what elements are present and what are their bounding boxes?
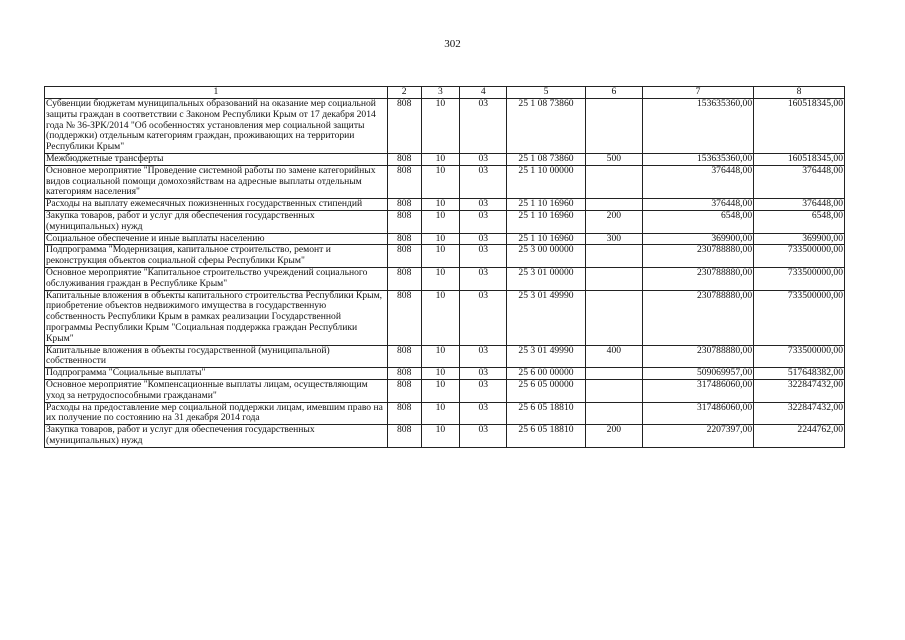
table-row [45,233,845,245]
code-expense-type: 500 [585,153,642,165]
amount-year-2: 733500000,00 [754,245,845,268]
header-row [45,87,845,99]
amount-year-2: 733500000,00 [754,290,845,345]
code-expense-type [585,245,642,268]
code-admin: 808 [387,425,421,448]
code-expense-type [585,290,642,345]
column-header: 1 [45,87,388,99]
code-target-article: 25 3 01 00000 [507,267,586,290]
amount-year-1: 369900,00 [642,233,753,245]
code-expense-type [585,368,642,380]
amount-year-2: 322847432,00 [754,402,845,425]
amount-year-1: 6548,00 [642,210,753,233]
code-subsection: 03 [460,267,507,290]
amount-year-1: 230788880,00 [642,267,753,290]
amount-year-1: 2207397,00 [642,425,753,448]
budget-table [44,86,845,448]
code-admin: 808 [387,368,421,380]
row-description: Субвенции бюджетам муниципальных образований на оказание мер социальной защиты граждан в соответствии с Законом Республики Крым от 17 декабря 2014 года № 36-ЗРК/2014 "Об особенностях установления мер социальной защиты (поддержки) отдельным категориям граждан, проживающих на территории Республики Крым" [45,99,388,154]
amount-year-1: 230788880,00 [642,290,753,345]
code-subsection: 03 [460,425,507,448]
column-header: 4 [460,87,507,99]
code-subsection: 03 [460,290,507,345]
code-target-article: 25 1 10 16960 [507,233,586,245]
code-expense-type: 400 [585,345,642,368]
column-header: 7 [642,87,753,99]
code-subsection: 03 [460,345,507,368]
code-section: 10 [421,233,460,245]
amount-year-2: 376448,00 [754,165,845,198]
row-description: Расходы на предоставление мер социальной поддержки лицам, имевшим право на их получение по состоянию на 31 декабря 2014 года [45,402,388,425]
code-section: 10 [421,199,460,211]
code-subsection: 03 [460,368,507,380]
amount-year-1: 153635360,00 [642,153,753,165]
code-target-article: 25 1 10 16960 [507,199,586,211]
code-admin: 808 [387,210,421,233]
code-admin: 808 [387,245,421,268]
code-expense-type [585,402,642,425]
table-row [45,425,845,448]
code-expense-type [585,379,642,402]
table-row [45,199,845,211]
code-target-article: 25 1 08 73860 [507,99,586,154]
code-subsection: 03 [460,165,507,198]
amount-year-2: 517648382,00 [754,368,845,380]
code-section: 10 [421,245,460,268]
code-target-article: 25 3 01 49990 [507,290,586,345]
row-description: Межбюджетные трансферты [45,153,388,165]
amount-year-2: 6548,00 [754,210,845,233]
code-admin: 808 [387,379,421,402]
table-row [45,267,845,290]
row-description: Основное мероприятие "Капитальное строительство учреждений социального обслуживания граждан в Республике Крым" [45,267,388,290]
code-expense-type [585,99,642,154]
row-description: Капитальные вложения в объекты капитального строительства Республики Крым, приобретение объектов недвижимого имущества в государственную собственность Республики Крым в рамках реализации Государственной программы Республики Крым "Социальная поддержка граждан Республики Крым" [45,290,388,345]
code-subsection: 03 [460,199,507,211]
amount-year-2: 733500000,00 [754,267,845,290]
table-row [45,379,845,402]
amount-year-2: 160518345,00 [754,99,845,154]
code-section: 10 [421,153,460,165]
code-expense-type: 200 [585,425,642,448]
row-description: Закупка товаров, работ и услуг для обеспечения государственных (муниципальных) нужд [45,425,388,448]
amount-year-2: 733500000,00 [754,345,845,368]
amount-year-2: 376448,00 [754,199,845,211]
amount-year-1: 153635360,00 [642,99,753,154]
code-section: 10 [421,425,460,448]
code-subsection: 03 [460,99,507,154]
code-section: 10 [421,165,460,198]
page-number: 302 [444,38,461,50]
code-section: 10 [421,267,460,290]
code-expense-type: 200 [585,210,642,233]
code-target-article: 25 1 08 73860 [507,153,586,165]
row-description: Социальное обеспечение и иные выплаты населению [45,233,388,245]
code-section: 10 [421,402,460,425]
code-subsection: 03 [460,210,507,233]
code-expense-type [585,165,642,198]
code-subsection: 03 [460,245,507,268]
amount-year-1: 376448,00 [642,199,753,211]
table-row [45,290,845,345]
table-row [45,99,845,154]
code-section: 10 [421,379,460,402]
code-admin: 808 [387,402,421,425]
column-header: 3 [421,87,460,99]
code-expense-type: 300 [585,233,642,245]
code-target-article: 25 1 10 00000 [507,165,586,198]
code-subsection: 03 [460,379,507,402]
code-admin: 808 [387,345,421,368]
amount-year-1: 230788880,00 [642,345,753,368]
code-admin: 808 [387,267,421,290]
code-expense-type [585,267,642,290]
code-section: 10 [421,210,460,233]
code-section: 10 [421,345,460,368]
row-description: Закупка товаров, работ и услуг для обеспечения государственных (муниципальных) нужд [45,210,388,233]
row-description: Расходы на выплату ежемесячных пожизненных государственных стипендий [45,199,388,211]
code-admin: 808 [387,233,421,245]
code-expense-type [585,199,642,211]
amount-year-1: 230788880,00 [642,245,753,268]
table-row [45,368,845,380]
amount-year-1: 317486060,00 [642,379,753,402]
amount-year-2: 369900,00 [754,233,845,245]
code-admin: 808 [387,99,421,154]
code-target-article: 25 1 10 16960 [507,210,586,233]
code-target-article: 25 3 01 49990 [507,345,586,368]
table-row [45,153,845,165]
column-header: 2 [387,87,421,99]
amount-year-1: 509069957,00 [642,368,753,380]
amount-year-2: 2244762,00 [754,425,845,448]
code-target-article: 25 6 05 18810 [507,425,586,448]
row-description: Подпрограмма "Социальные выплаты" [45,368,388,380]
code-target-article: 25 6 05 18810 [507,402,586,425]
code-subsection: 03 [460,233,507,245]
row-description: Основное мероприятие "Проведение системной работы по замене категорийных видов социальной помощи домохозяйствам на адресные выплаты отдельным категориям населения" [45,165,388,198]
code-admin: 808 [387,153,421,165]
amount-year-1: 317486060,00 [642,402,753,425]
table-row [45,402,845,425]
column-header: 6 [585,87,642,99]
code-target-article: 25 6 05 00000 [507,379,586,402]
table-row [45,210,845,233]
row-description: Основное мероприятие "Компенсационные выплаты лицам, осуществляющим уход за нетрудоспособными гражданами" [45,379,388,402]
column-header: 8 [754,87,845,99]
table-row [45,345,845,368]
code-target-article: 25 6 00 00000 [507,368,586,380]
row-description: Капитальные вложения в объекты государственной (муниципальной) собственности [45,345,388,368]
code-subsection: 03 [460,402,507,425]
table-row [45,245,845,268]
row-description: Подпрограмма "Модернизация, капитальное строительство, ремонт и реконструкция объектов социальной сферы Республики Крым" [45,245,388,268]
amount-year-1: 376448,00 [642,165,753,198]
amount-year-2: 160518345,00 [754,153,845,165]
code-admin: 808 [387,165,421,198]
table-row [45,165,845,198]
code-admin: 808 [387,290,421,345]
code-subsection: 03 [460,153,507,165]
code-target-article: 25 3 00 00000 [507,245,586,268]
amount-year-2: 322847432,00 [754,379,845,402]
code-section: 10 [421,368,460,380]
code-section: 10 [421,99,460,154]
column-header: 5 [507,87,586,99]
code-section: 10 [421,290,460,345]
code-admin: 808 [387,199,421,211]
